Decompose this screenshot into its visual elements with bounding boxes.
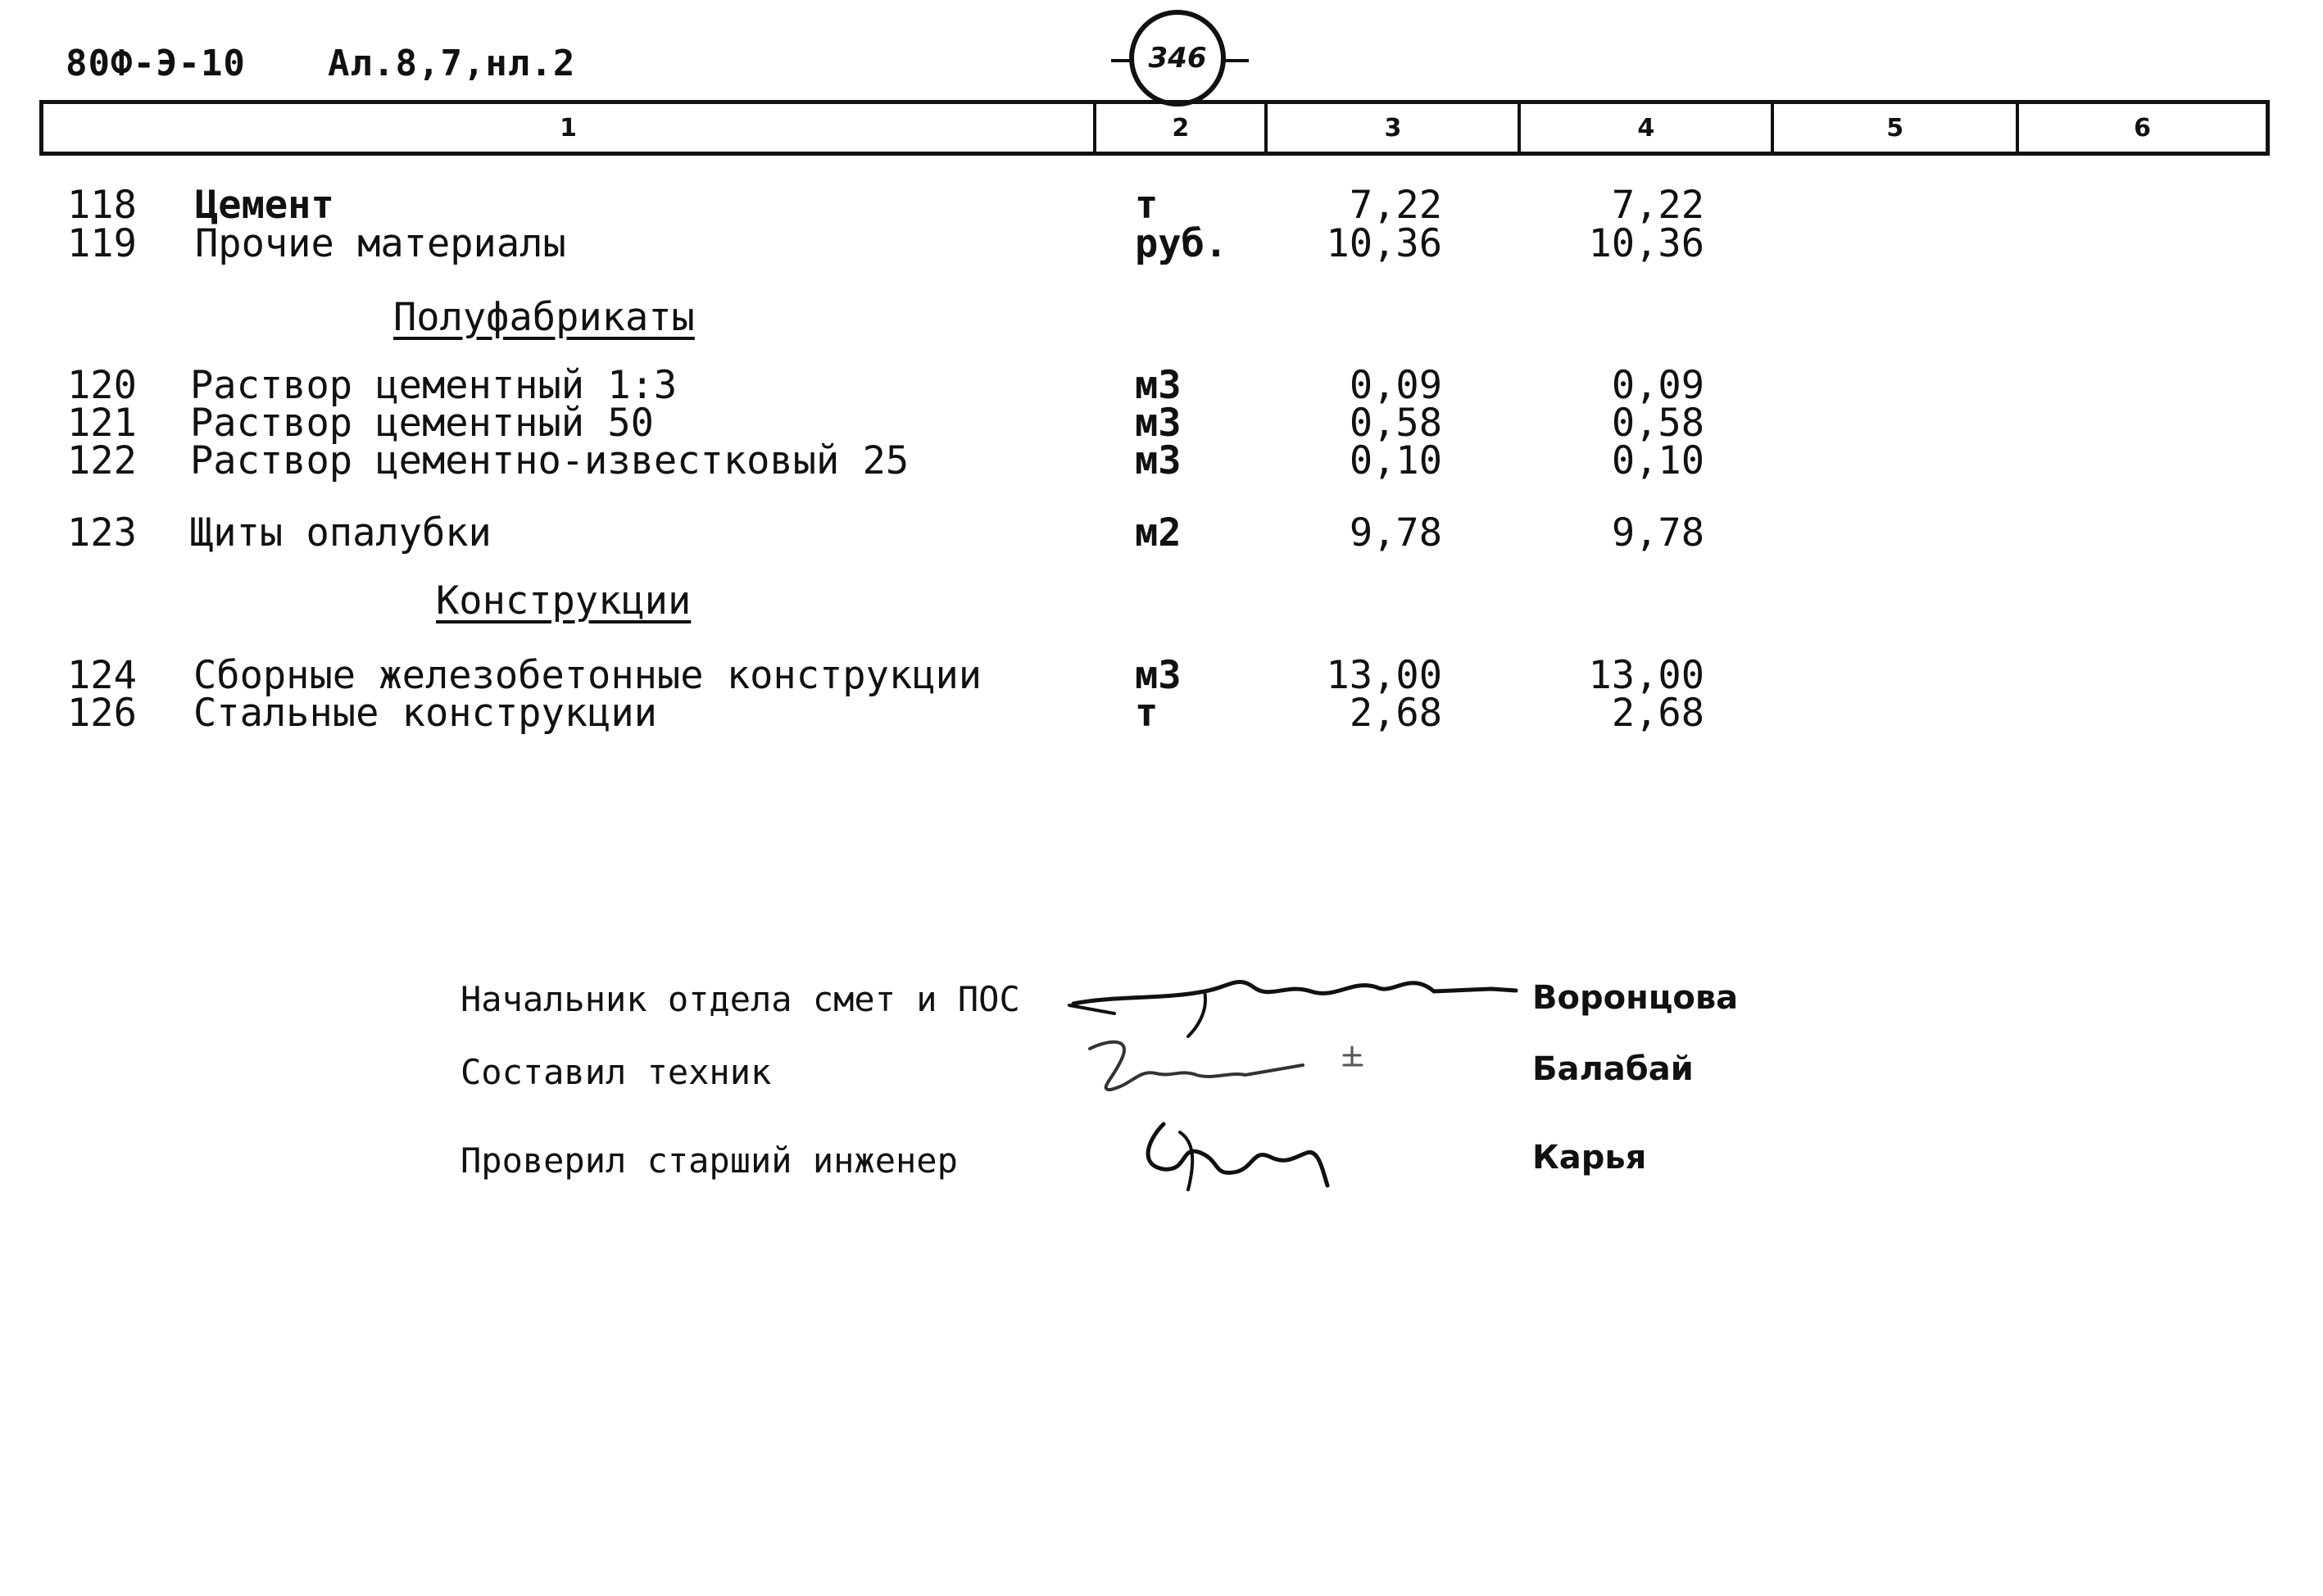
column-header-2: 2 — [1096, 104, 1268, 152]
row-number: 118 — [67, 183, 137, 228]
column-header-3: 3 — [1268, 104, 1521, 152]
row-unit: т — [1135, 691, 1159, 736]
row-number: 123 — [67, 510, 137, 555]
row-col3-value: 10,36 — [1326, 221, 1442, 266]
document-code: 80Ф-Э-10 — [66, 43, 246, 84]
row-col3-value: 0,10 — [1349, 438, 1442, 483]
row-col3-value: 7,22 — [1349, 183, 1442, 228]
row-number: 124 — [67, 653, 137, 698]
row-unit: м3 — [1135, 653, 1182, 698]
row-col4-value: 0,09 — [1611, 363, 1704, 408]
signatory-name: Балабай — [1532, 1050, 1694, 1088]
row-col3-value: 13,00 — [1326, 653, 1442, 698]
section-heading-semi-products: Полуфабрикаты — [393, 295, 695, 340]
row-name: Щиты опалубки — [190, 510, 492, 555]
row-number: 126 — [67, 691, 137, 736]
row-col3-value: 0,58 — [1349, 401, 1442, 446]
row-col3-value: 2,68 — [1349, 691, 1442, 736]
column-header-5: 5 — [1774, 104, 2019, 152]
page-number-stamp — [1129, 10, 1226, 107]
row-col4-value: 0,10 — [1611, 438, 1704, 483]
row-name: Раствор цементно-известковый 25 — [190, 438, 910, 483]
row-unit: м3 — [1135, 438, 1182, 483]
row-unit: м3 — [1135, 363, 1182, 408]
signatory-name: Воронцова — [1532, 979, 1739, 1017]
row-number: 122 — [67, 438, 137, 483]
row-name: Сборные железобетонные конструкции — [193, 653, 982, 698]
row-unit: м3 — [1135, 401, 1182, 446]
row-number: 119 — [67, 221, 137, 266]
column-header-6: 6 — [2134, 113, 2151, 143]
row-name: Прочие материалы — [195, 221, 566, 266]
stamp-line-left — [1111, 59, 1131, 62]
signature-role: Составил техник — [461, 1052, 772, 1092]
signatory-name: Карья — [1532, 1139, 1647, 1177]
row-unit: руб. — [1135, 221, 1228, 266]
row-unit: т — [1135, 183, 1159, 228]
row-col3-value: 9,78 — [1349, 510, 1442, 555]
row-number: 121 — [67, 401, 137, 446]
row-col4-value: 0,58 — [1611, 401, 1704, 446]
column-header-bar — [39, 100, 2270, 156]
row-col4-value: 2,68 — [1611, 691, 1704, 736]
row-number: 120 — [67, 363, 137, 408]
row-name: Цемент — [195, 183, 334, 228]
row-col4-value: 9,78 — [1611, 510, 1704, 555]
row-col4-value: 7,22 — [1611, 183, 1704, 228]
handwritten-signature — [1073, 1024, 1401, 1106]
album-reference: Ал.8,7,нл.2 — [328, 43, 576, 84]
signature-role: Начальник отдела смет и ПОС — [461, 979, 1020, 1019]
signature-role: Проверил старший инженер — [461, 1140, 958, 1181]
column-header-4: 4 — [1521, 104, 1774, 152]
row-name: Стальные конструкции — [193, 691, 657, 736]
stamp-line-right — [1224, 59, 1249, 62]
row-unit: м2 — [1135, 510, 1182, 555]
row-name: Раствор цементный 50 — [190, 401, 654, 446]
handwritten-signature — [1131, 1108, 1344, 1206]
row-name: Раствор цементный 1:3 — [190, 363, 678, 408]
page-number: 346 — [1148, 42, 1207, 75]
row-col4-value: 13,00 — [1588, 653, 1704, 698]
row-col4-value: 10,36 — [1588, 221, 1704, 266]
section-heading-structures: Конструкции — [436, 578, 692, 623]
row-col3-value: 0,09 — [1349, 363, 1442, 408]
column-header-1: 1 — [43, 104, 1096, 152]
